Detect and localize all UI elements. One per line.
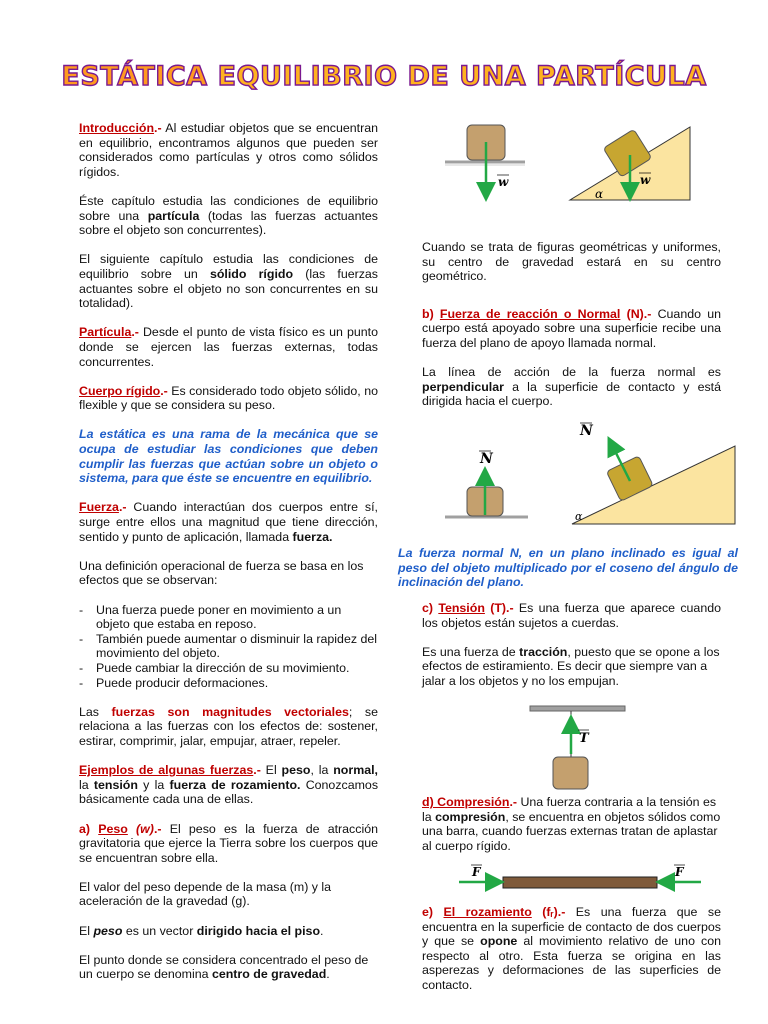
list-item: - Puede producir deformaciones.: [79, 676, 378, 691]
normal-figure: [440, 418, 740, 530]
svg-text:N: N: [580, 423, 593, 439]
operational-definition: Una definición operacional de fuerza se basa en los efectos que se observan:: [79, 558, 364, 588]
cuerpo-rigido-definition: Cuerpo rígido.- Es considerado todo objeto sólido, no flexible y que se considera su peso.: [79, 383, 378, 413]
normal-direction-paragraph: La línea de acción de la fuerza normal es perpendicular a la superficie de contacto y está dirigida hacia el cuerpo.: [422, 365, 721, 409]
normal-label: N: [480, 451, 493, 467]
vector-paragraph: Las fuerzas son magnitudes vectoriales; se relaciona a las fuerzas con los efectos de: sostener, estirar, comprimir, jalar, empujar, atraer, repeler.: [79, 704, 379, 748]
compresion-definition: d) Compresión.- Una fuerza contraria a la tensión es la compresión, se encuentra en objetos sólidos como una barra, cuando fuerzas externas tratan de aplastar al cuerpo rígido.: [422, 795, 721, 853]
fuerza-definition: Fuerza.- Cuando interactúan dos cuerpos entre sí, surge entre ellos una magnitud que tiene dirección, sentido y punto de aplicación, llamada fuerza.: [79, 500, 378, 544]
page-title: [0, 61, 768, 92]
bar: [503, 877, 657, 888]
rigid-scope-paragraph: El siguiente capítulo estudia las condiciones de equilibrio sobre un sólido rígido (las fuerzas actuantes sobre el objeto no son concurrentes en su totalidad).: [79, 252, 379, 311]
peso-value-paragraph: El valor del peso depende de la masa (m) y la aceleración de la gravedad (g).: [79, 879, 332, 909]
traccion-paragraph: Es una fuerza de tracción, puesto que se opone a los efectos de estiramiento. Es decir que siempre van a jalar a los objetos y no los empujan.: [422, 644, 720, 688]
intro-paragraph: Introducción.- Al estudiar objetos que se encuentran en equilibrio, encontramos algunos que pueden ser considerados como partículas y otros como sólidos rígidos.: [79, 121, 378, 179]
effects-list: [79, 603, 378, 691]
right-column: [422, 240, 721, 424]
particula-definition: Partícula.- Desde el punto de vista físico es un punto donde se ejercen las fuerzas externas, todas concurrentes.: [79, 325, 378, 369]
title-part-1: ESTÁTICA: [61, 61, 208, 92]
normal-incline-note: La fuerza normal N, en un plano inclinado es igual al peso del objeto multiplicado por el coseno del ángulo de inclinación del plano.: [398, 546, 738, 590]
peso-definition: a) Peso (w).- El peso es la fuerza de atracción gravitatoria que ejerce la Tierra sobre los cuerpos que se encuentran sobre ella.: [79, 821, 378, 865]
rozamiento-definition: e) El rozamiento (fᵣ).- Es una fuerza que se encuentra en la superficie de contacto de dos cuerpos y que se opone al movimiento relativo de uno con respecto al otro. Esta fuerza se origina en las asperezas y deformaciones de las superficies de contacto.: [422, 905, 721, 992]
examples-paragraph: Ejemplos de algunas fuerzas.- El peso, la normal, la tensión y la fuerza de rozamiento. Conozcamos básicamente cada una de ellas.: [79, 763, 379, 807]
list-item: - Una fuerza puede poner en movimiento a un objeto que estaba en reposo.: [79, 603, 378, 632]
weight-label: w: [498, 175, 509, 189]
normal-definition: b) Fuerza de reacción o Normal (N).- Cuando un cuerpo está apoyado sobre una superficie recibe una fuerza del plano de apoyo llamada normal.: [422, 306, 721, 350]
weight-figure: [440, 112, 730, 204]
angle-label: α: [595, 187, 604, 201]
tension-definition: c) Tensión (T).- Es una fuerza que aparece cuando los objetos están sujetos a cuerdas.: [422, 601, 721, 630]
intro-label: Introducción: [79, 121, 155, 135]
estatica-definition: La estática es una rama de la mecánica que se ocupa de estudiar las condiciones que deben cumplir las fuerzas que actúan sobre un objeto o sistema, para que éste se encuentre en equilibrio.: [79, 427, 378, 486]
force-label-right: F: [675, 865, 684, 879]
compression-figure: [455, 860, 705, 896]
tension-figure: [525, 702, 635, 794]
angle-label: α: [575, 510, 583, 523]
particle-scope-paragraph: Éste capítulo estudia las condiciones de equilibrio sobre una partícula (todas las fuerzas actuantes sobre el objeto son concurrentes).: [79, 193, 378, 238]
centro-gravedad-paragraph: El punto donde se considera concentrado el peso de un cuerpo se denomina centro de gravedad.: [79, 952, 369, 982]
list-item: - Puede cambiar la dirección de su movimiento.: [79, 661, 378, 676]
peso-vector-paragraph: El peso es un vector dirigido hacia el piso.: [79, 923, 324, 938]
left-column: [79, 121, 378, 997]
svg-text:w: w: [640, 173, 651, 187]
geometric-center-paragraph: Cuando se trata de figuras geométricas y uniformes, su centro de gravedad estará en su centro geométrico.: [422, 240, 721, 284]
title-part-2: EQUILIBRIO DE UNA PARTÍCULA: [217, 61, 707, 92]
right-column-lower: [422, 601, 721, 703]
block: [553, 757, 588, 789]
tension-label: T: [579, 731, 589, 746]
force-label-left: F: [472, 865, 481, 879]
incline: [572, 446, 735, 524]
list-item: - También puede aumentar o disminuir la rapidez del movimiento del objeto.: [79, 632, 378, 661]
ceiling: [530, 706, 625, 711]
